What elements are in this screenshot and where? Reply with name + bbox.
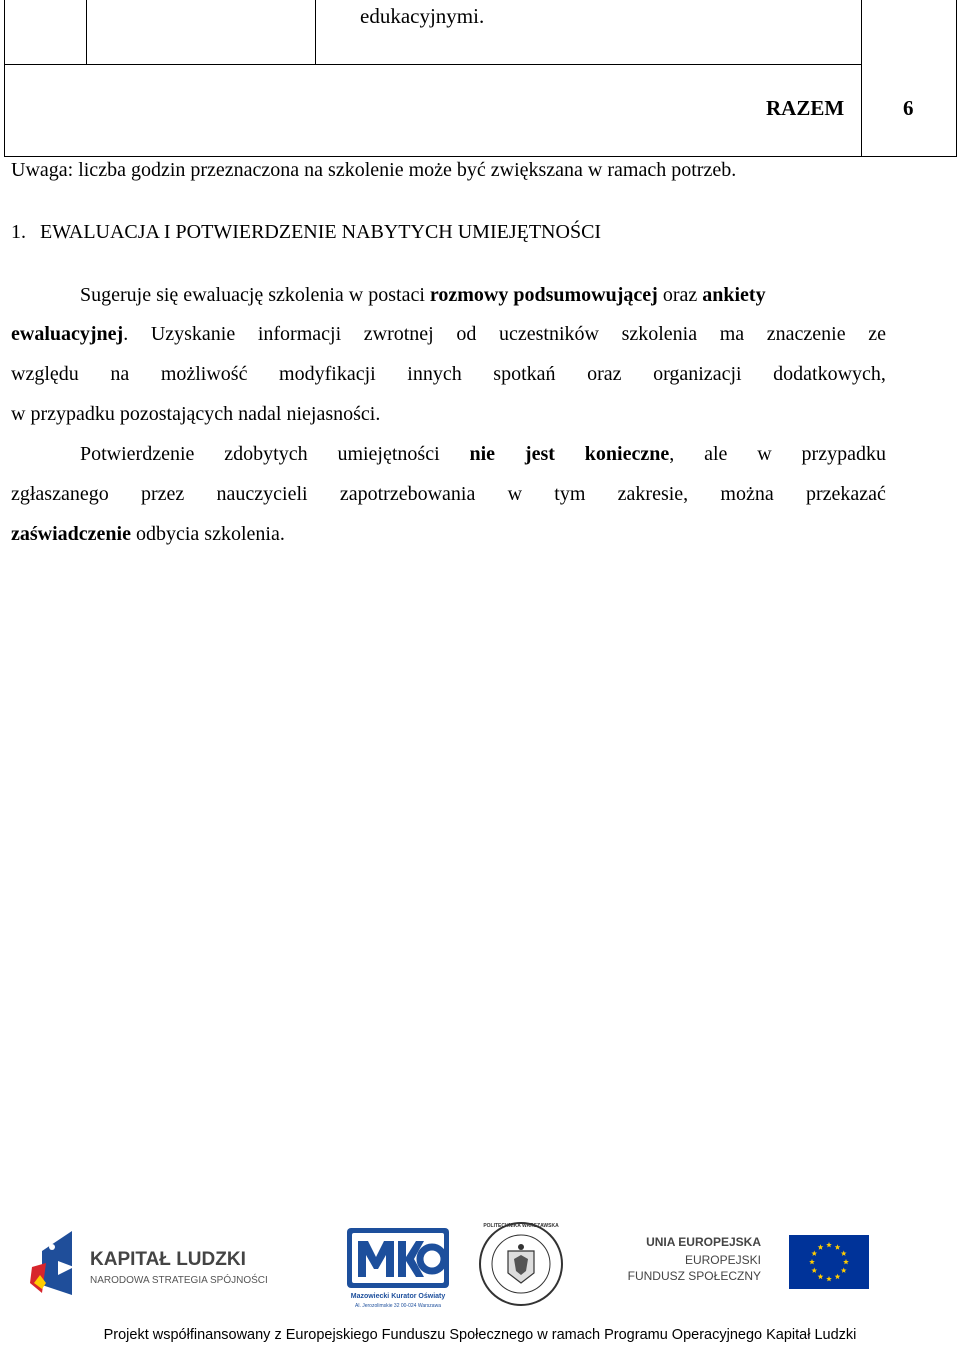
word: można	[720, 483, 774, 505]
bold-run: ewaluacyjnej	[11, 323, 124, 345]
word: szkolenia	[621, 323, 698, 345]
eu-line3: FUNDUSZ SPOŁECZNY	[627, 1269, 761, 1283]
mko-name: Mazowiecki Kurator Oświaty	[350, 1293, 446, 1300]
section-number: 1.	[11, 221, 26, 243]
para1-line3	[11, 354, 886, 394]
mko-logo	[342, 1227, 454, 1313]
kl-subtitle: NARODOWA STRATEGIA SPÓJNOŚCI	[90, 1275, 268, 1286]
pw-seal-emblem	[478, 1221, 564, 1307]
word: oraz	[587, 363, 622, 385]
word: umiejętności	[337, 443, 440, 465]
table-row-divider	[4, 64, 861, 65]
word: na	[110, 363, 130, 385]
hours-table	[4, 0, 957, 157]
text-run: ,	[669, 443, 675, 465]
word: zgłaszanego	[11, 483, 109, 505]
politechnika-seal	[478, 1221, 564, 1307]
word: Uzyskanie	[150, 323, 236, 345]
logo-bar	[0, 1215, 960, 1315]
para1-line1	[80, 275, 766, 315]
bold-run: zaświadczenie	[11, 523, 131, 545]
note-text: Uwaga: liczba godzin przeznaczona na szkolenie może być zwiększana w ramach potrzeb.	[11, 159, 737, 181]
section-heading	[11, 212, 601, 252]
word: ma	[719, 323, 745, 345]
text-run: Sugeruje się ewaluację szkolenia w postaci	[80, 284, 430, 306]
kapital-ludzki-logo	[28, 1223, 268, 1305]
word: zakresie,	[617, 483, 689, 505]
word: Potwierdzenie	[80, 443, 195, 465]
para2-line3	[11, 514, 285, 554]
word: nie	[469, 443, 496, 465]
text-run: odbycia szkolenia.	[130, 523, 285, 545]
kapital-ludzki-emblem	[28, 1223, 88, 1303]
word: zdobytych	[224, 443, 308, 465]
word: ze	[868, 323, 886, 345]
table-col-divider	[86, 0, 87, 65]
table-cell-text: edukacyjnymi.	[360, 4, 485, 28]
word: przez	[140, 483, 185, 505]
footer-text: Projekt współfinansowany z Europejskiego Funduszu Społecznego w ramach Programu Operacyjnego Kapitał Ludzki	[103, 1327, 857, 1343]
word: tym	[554, 483, 586, 505]
word: możliwość	[160, 363, 248, 385]
kl-title: KAPITAŁ LUDZKI	[90, 1249, 246, 1270]
table-right-border	[956, 0, 957, 157]
word: przekazać	[805, 483, 886, 505]
table-col-divider	[315, 0, 316, 65]
table-col-divider	[861, 0, 862, 157]
word: przypadku	[801, 443, 886, 465]
para2-line2	[11, 474, 886, 514]
bold-run: rozmowy podsumowującej	[429, 284, 658, 306]
bold-run: konieczne	[584, 443, 670, 465]
word: nauczycieli	[216, 483, 308, 505]
eu-logo	[627, 1235, 873, 1295]
word: w	[507, 483, 523, 505]
word: innych	[407, 363, 462, 385]
word: jest	[524, 443, 555, 465]
mko-emblem	[346, 1227, 450, 1289]
table-left-border	[4, 0, 5, 157]
word: informacji	[257, 323, 342, 345]
text-run: oraz	[657, 284, 703, 306]
word: spotkań	[493, 363, 556, 385]
word: uczestników	[498, 323, 599, 345]
para1-line2	[11, 314, 886, 354]
pw-seal-text: POLITECHNIKA WARSZAWSKA	[483, 1223, 559, 1229]
word: dodatkowych,	[773, 363, 886, 385]
para2-line1	[80, 434, 886, 474]
para1-line4: w przypadku pozostających nadal niejasności.	[11, 403, 381, 425]
word: od	[456, 323, 477, 345]
word: ewaluacyjnej.	[11, 323, 129, 345]
word: w	[757, 443, 772, 465]
word: organizacji	[653, 363, 742, 385]
word: modyfikacji	[279, 363, 376, 385]
total-value: 6	[903, 96, 914, 120]
word: zapotrzebowania	[339, 483, 476, 505]
section-title: EWALUACJA I POTWIERDZENIE NABYTYCH UMIEJĘTNOŚCI	[40, 221, 602, 243]
word: znaczenie	[766, 323, 846, 345]
eu-flag-icon	[789, 1235, 869, 1289]
bold-run: ankiety	[702, 284, 766, 306]
eu-line2: EUROPEJSKI	[684, 1253, 761, 1267]
word: względu	[11, 363, 79, 385]
word: zwrotnej	[363, 323, 434, 345]
mko-address: Al. Jerozolimskie 32 00-024 Warszawa	[355, 1303, 441, 1309]
word: ale	[704, 443, 728, 465]
word	[585, 434, 674, 474]
eu-line1: UNIA EUROPEJSKA	[646, 1235, 761, 1249]
total-label: RAZEM	[766, 96, 845, 120]
